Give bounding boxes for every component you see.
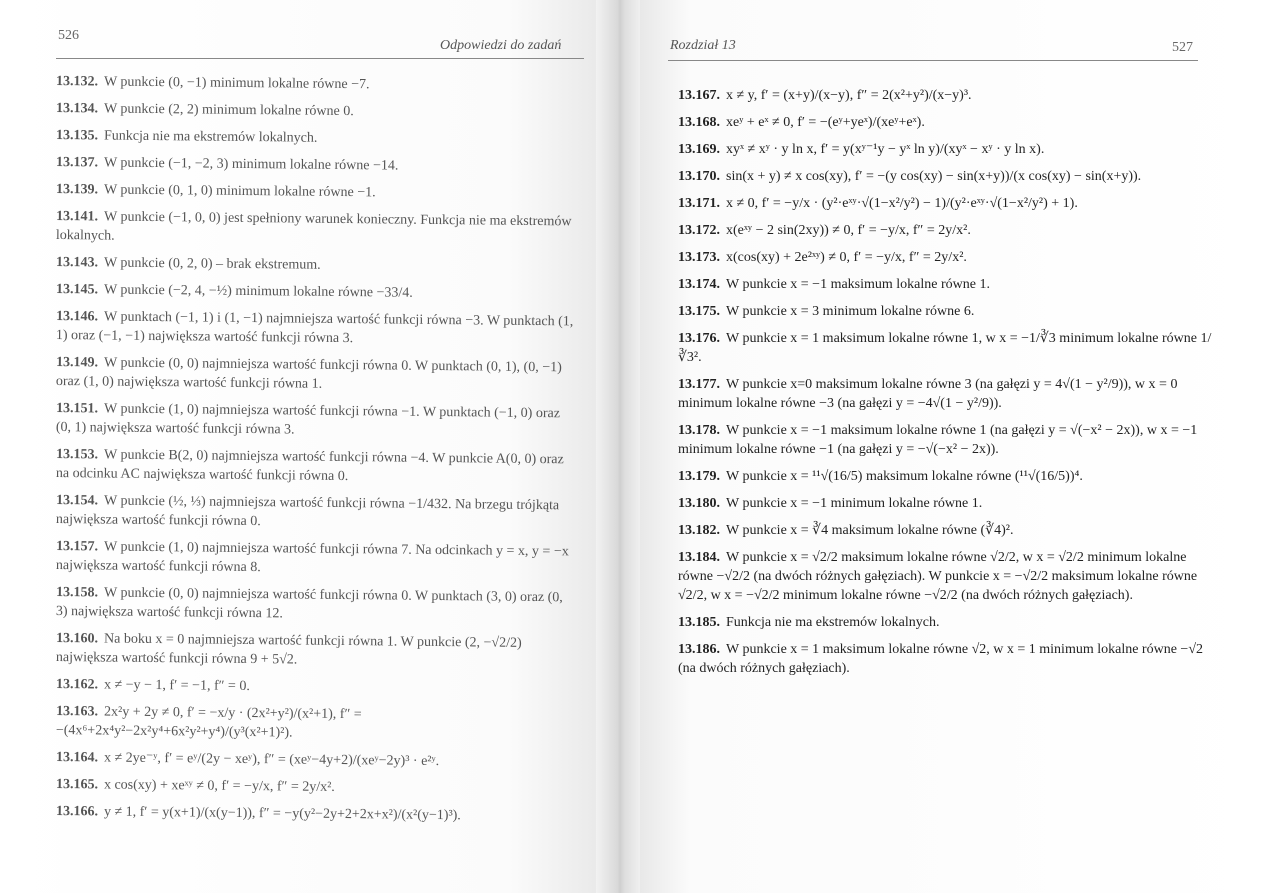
answer-text: Na boku x = 0 najmniejsza wartość funkcji równa 1. W punkcie (2, −√2/2) największa wartość funkcji równa 9 + 5√2. xyxy=(55,631,522,668)
answer-number: 13.162. xyxy=(55,677,99,693)
answer-number: 13.169. xyxy=(678,142,720,157)
answer-text: W punkcie x = −1 maksimum lokalne równe 1 (na gałęzi y = √(−x² − 2x)), w x = −1 minimum lokalne równe −1 (na gałęzi y = −√(−x² − 2x)). xyxy=(678,423,1198,457)
page-number: 526 xyxy=(58,28,79,43)
answer-number: 13.180. xyxy=(678,496,720,511)
answer-text: W punkcie (0, −1) minimum lokalne równe −7. xyxy=(103,74,370,93)
answer-entry xyxy=(56,675,576,699)
answer-entry xyxy=(56,207,576,250)
book-gutter xyxy=(596,0,644,893)
answer-text: x cos(xy) + xeˣʸ ≠ 0, f′ = −y/x, f″ = 2y/x². xyxy=(103,777,335,795)
answer-text: x(eˣʸ − 2 sin(2xy)) ≠ 0, f′ = −y/x, f″ = 2y/x². xyxy=(726,223,971,238)
answer-text: W punkcie (1, 0) najmniejsza wartość funkcji równa 7. Na odcinkach y = x, y = −x największa wartość funkcji równa 8. xyxy=(55,539,569,576)
answer-number: 13.158. xyxy=(56,585,99,601)
answer-number: 13.137. xyxy=(55,155,99,171)
answer-number: 13.170. xyxy=(678,169,720,184)
answer-text: W punkcie (0, 2, 0) – brak ekstremum. xyxy=(103,255,321,273)
left-page xyxy=(0,0,600,893)
answer-text: x(cos(xy) + 2e²ˣʸ) ≠ 0, f′ = −y/x, f″ = 2y/x². xyxy=(726,250,967,265)
answer-text: W punkcie x = −1 minimum lokalne równe 1. xyxy=(726,496,983,511)
answer-entry xyxy=(678,494,1218,513)
answer-text: W punkcie (0, 0) najmniejsza wartość funkcji równa 0. W punktach (3, 0) oraz (0, 3) największa wartość funkcji równa 12. xyxy=(55,585,563,622)
answer-text: W punkcie (−1, −2, 3) minimum lokalne równe −14. xyxy=(103,155,399,174)
answer-number: 13.167. xyxy=(678,88,720,103)
answer-number: 13.166. xyxy=(55,804,99,820)
answer-number: 13.160. xyxy=(56,631,99,647)
answer-text: 2x²y + 2y ≠ 0, f′ = −x/y · (2x²+y²)/(x²+1), f″ = −(4x⁶+2x⁴y²−2x²y⁴+6x²y²+y⁴)/(y³(x²+1)²). xyxy=(55,704,362,741)
answer-number: 13.149. xyxy=(56,355,99,371)
answer-number: 13.157. xyxy=(56,539,99,555)
answer-text: W punkcie (−2, 4, −½) minimum lokalne równe −33/4. xyxy=(103,282,413,301)
answer-entry xyxy=(56,583,576,626)
answer-entry xyxy=(678,140,1218,159)
answer-text: W punkcie x = 3 minimum lokalne równe 6. xyxy=(726,304,975,319)
answer-text: W punkcie x = 1 maksimum lokalne równe √2, w x = 1 minimum lokalne równe −√2 (na dwóch różnych gałęziach). xyxy=(678,642,1203,676)
answer-number: 13.146. xyxy=(56,309,99,325)
page-number: 527 xyxy=(1172,40,1193,55)
answer-number: 13.139. xyxy=(55,182,99,198)
header-rule xyxy=(668,60,1198,61)
answer-number: 13.172. xyxy=(678,223,720,238)
answer-number: 13.164. xyxy=(55,750,99,766)
answer-entry xyxy=(678,521,1218,540)
answer-number: 13.154. xyxy=(56,493,99,509)
answer-number: 13.145. xyxy=(55,282,99,298)
answer-entry xyxy=(678,421,1218,459)
answer-entry xyxy=(56,180,576,204)
answer-text: W punkcie (−1, 0, 0) jest spełniony warunek konieczny. Funkcja nie ma ekstremów lokalnych. xyxy=(55,209,572,244)
answer-number: 13.177. xyxy=(678,377,720,392)
answer-entry xyxy=(56,307,576,350)
answer-number: 13.135. xyxy=(55,128,99,144)
answer-number: 13.182. xyxy=(678,523,720,538)
answer-text: W punkcie x = 1 maksimum lokalne równe 1, w x = −1/∛3 minimum lokalne równe 1/∛3². xyxy=(678,331,1212,365)
answer-entry xyxy=(56,748,576,772)
answer-number: 13.179. xyxy=(678,469,720,484)
answer-number: 13.132. xyxy=(55,74,99,90)
answer-text: xyˣ ≠ xʸ · y ln x, f′ = y(xʸ⁻¹y − yˣ ln y)/(xyˣ − xʸ · y ln x). xyxy=(726,142,1045,157)
answer-text: xeʸ + eˣ ≠ 0, f′ = −(eʸ+yeˣ)/(xeʸ+eˣ). xyxy=(726,115,925,130)
answer-number: 13.184. xyxy=(678,550,720,565)
answer-text: W punktach (−1, 1) i (1, −1) najmniejsza wartość funkcji równa −3. W punktach (1, 1) oraz (−1, −1) największa wartość funkcji równa 3. xyxy=(55,309,574,347)
answer-number: 13.151. xyxy=(56,401,99,417)
answer-entry xyxy=(678,194,1218,213)
answer-entry xyxy=(678,329,1218,367)
answer-entry xyxy=(56,702,576,745)
answer-entry xyxy=(56,445,576,488)
answer-entry xyxy=(56,399,576,442)
answer-text: x ≠ 2ye⁻ʸ, f′ = eʸ/(2y − xeʸ), f″ = (xeʸ−4y+2)/(xeʸ−2y)³ · e²ʸ. xyxy=(103,750,440,770)
answer-number: 13.171. xyxy=(678,196,720,211)
answer-number: 13.175. xyxy=(678,304,720,319)
answer-number: 13.174. xyxy=(678,277,720,292)
answer-text: Funkcja nie ma ekstremów lokalnych. xyxy=(726,615,940,630)
answer-number: 13.168. xyxy=(678,115,720,130)
right-page xyxy=(640,0,1263,893)
answer-entry xyxy=(56,72,576,96)
answer-entry xyxy=(56,537,576,580)
running-header: Rozdział 13 xyxy=(670,38,736,53)
answer-entry xyxy=(678,113,1218,132)
answer-text: x ≠ −y − 1, f′ = −1, f″ = 0. xyxy=(103,677,250,695)
answer-entry xyxy=(678,640,1218,678)
answer-text: W punkcie x = ¹¹√(16/5) maksimum lokalne równe (¹¹√(16/5))⁴. xyxy=(726,469,1083,484)
answer-text: W punkcie x=0 maksimum lokalne równe 3 (na gałęzi y = 4√(1 − y²/9)), w x = 0 minimum lokalne równe −3 (na gałęzi y = −4√(1 − y²/9)). xyxy=(678,377,1178,411)
answer-text: W punkcie (0, 0) najmniejsza wartość funkcji równa 0. W punktach (0, 1), (0, −1) oraz (1, 0) największa wartość funkcji równa 1. xyxy=(55,355,562,392)
answer-number: 13.186. xyxy=(678,642,720,657)
running-header: Odpowiedzi do zadań xyxy=(440,38,562,53)
answer-number: 13.143. xyxy=(55,255,99,271)
answer-number: 13.173. xyxy=(678,250,720,265)
answer-entry xyxy=(678,167,1218,186)
answer-entry xyxy=(678,375,1218,413)
header-rule xyxy=(56,58,584,59)
answer-entry xyxy=(56,99,576,123)
answer-text: y ≠ 1, f′ = y(x+1)/(x(y−1)), f″ = −y(y²−2y+2+2x+x²)/(x²(y−1)³). xyxy=(103,804,461,824)
answer-text: Funkcja nie ma ekstremów lokalnych. xyxy=(103,128,318,146)
answer-entry xyxy=(56,802,576,826)
answer-entry xyxy=(56,491,576,534)
answer-number: 13.134. xyxy=(55,101,99,117)
answer-text: W punkcie B(2, 0) najmniejsza wartość funkcji równa −4. W punkcie A(0, 0) oraz na odcinku AC największa wartość funkcji równa 0. xyxy=(55,447,564,485)
answer-entry xyxy=(678,86,1218,105)
answer-text: W punkcie x = −1 maksimum lokalne równe 1. xyxy=(726,277,990,292)
answer-number: 13.176. xyxy=(678,331,720,346)
answer-entry xyxy=(56,629,576,672)
answer-list xyxy=(56,72,576,829)
answer-entry xyxy=(678,467,1218,486)
answer-entry xyxy=(678,613,1218,632)
answer-number: 13.165. xyxy=(55,777,99,793)
answer-entry xyxy=(56,153,576,177)
answer-text: W punkcie (2, 2) minimum lokalne równe 0. xyxy=(103,101,354,120)
answer-entry xyxy=(56,253,576,277)
answer-text: W punkcie (½, ⅓) najmniejsza wartość funkcji równa −1/432. Na brzegu trójkąta największa wartość funkcji równa 0. xyxy=(55,493,560,530)
answer-text: W punkcie (0, 1, 0) minimum lokalne równe −1. xyxy=(103,182,376,201)
answer-text: W punkcie (1, 0) najmniejsza wartość funkcji równa −1. W punktach (−1, 0) oraz (0, 1) największa wartość funkcji równa 3. xyxy=(55,401,561,438)
answer-entry xyxy=(56,280,576,304)
answer-number: 13.178. xyxy=(678,423,720,438)
answer-number: 13.153. xyxy=(56,447,99,463)
answer-entry xyxy=(678,248,1218,267)
answer-entry xyxy=(678,548,1218,605)
answer-entry xyxy=(678,221,1218,240)
answer-entry xyxy=(56,126,576,150)
answer-list xyxy=(678,86,1218,686)
answer-entry xyxy=(56,353,576,396)
answer-number: 13.141. xyxy=(56,209,99,225)
answer-entry xyxy=(678,302,1218,321)
answer-text: x ≠ y, f′ = (x+y)/(x−y), f″ = 2(x²+y²)/(x−y)³. xyxy=(726,88,972,103)
answer-entry xyxy=(678,275,1218,294)
answer-text: W punkcie x = √2/2 maksimum lokalne równe √2/2, w x = √2/2 minimum lokalne równe −√2/2 (na dwóch różnych gałęziach). W punkcie x = −√2/2 maksimum lokalne równe √2/2, w x = −√2/2 minimum lokalne równe −√2/2 (na dwóch różnych gałęziach). xyxy=(678,550,1198,603)
answer-text: x ≠ 0, f′ = −y/x · (y²·eˣʸ·√(1−x²/y²) − 1)/(y²·eˣʸ·√(1−x²/y²) + 1). xyxy=(726,196,1078,211)
answer-number: 13.185. xyxy=(678,615,720,630)
answer-entry xyxy=(56,775,576,799)
answer-number: 13.163. xyxy=(56,704,99,720)
answer-text: W punkcie x = ∛4 maksimum lokalne równe (∛4)². xyxy=(726,523,1014,538)
answer-text: sin(x + y) ≠ x cos(xy), f′ = −(y cos(xy) − sin(x+y))/(x cos(xy) − sin(x+y)). xyxy=(726,169,1142,184)
